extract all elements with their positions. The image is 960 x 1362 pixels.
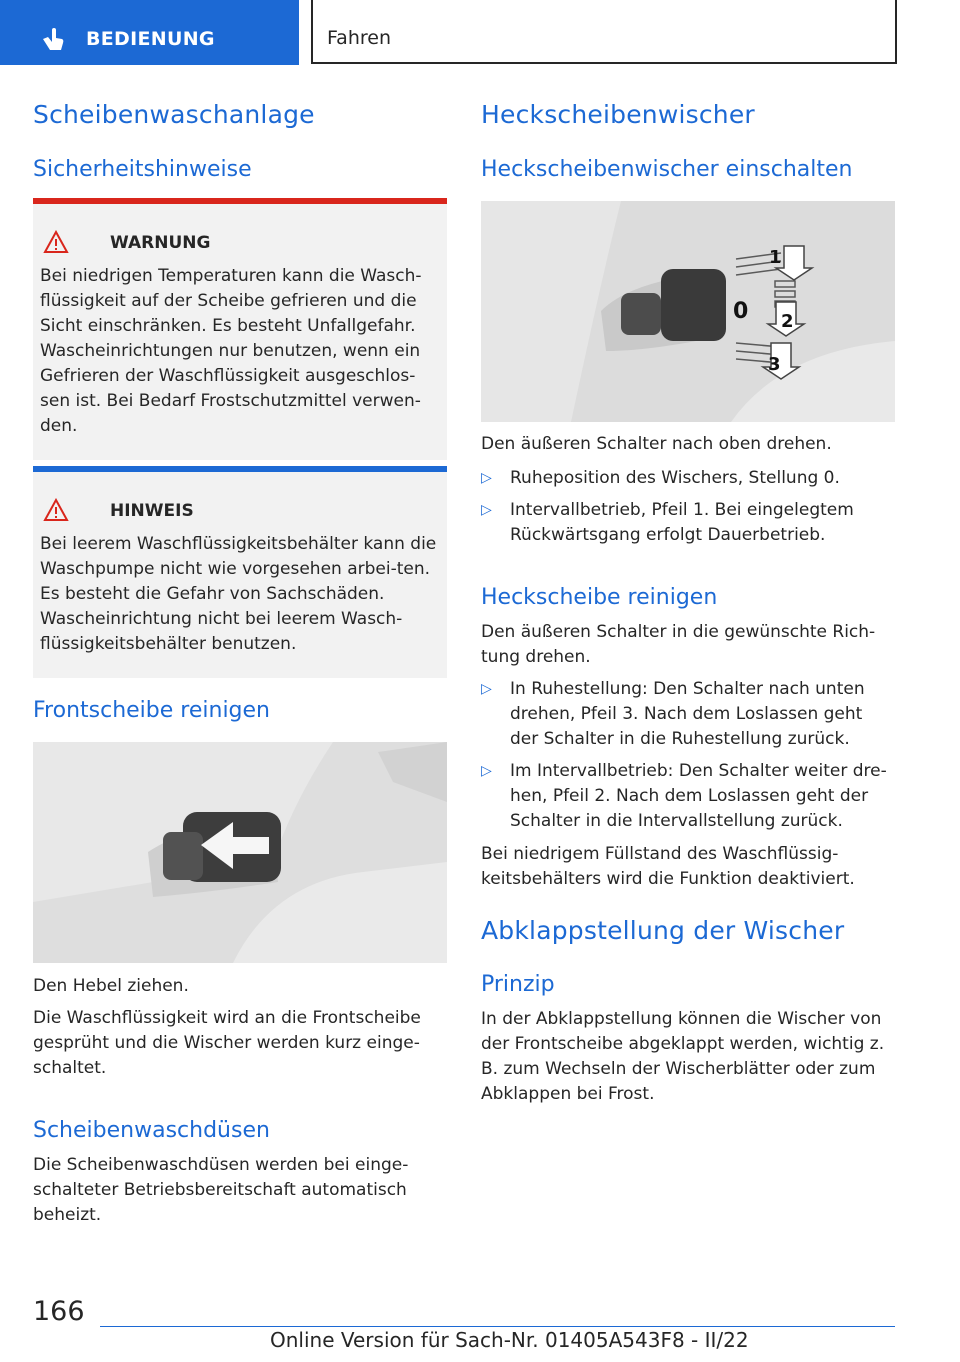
lever-illustration: [33, 742, 447, 963]
list-item: ▷ Ruheposition des Wischers, Stellung 0.: [481, 466, 895, 491]
figure-label-0: 0: [733, 299, 749, 324]
rear-on-list: [481, 466, 895, 555]
front-step: Den Hebel ziehen.: [33, 976, 189, 996]
hand-pointer-icon: [40, 26, 66, 52]
switch-illustration: [481, 201, 895, 422]
notice-box: [33, 466, 447, 678]
figure-label-2: 2: [781, 311, 794, 332]
figure-label-1: 1: [769, 247, 782, 268]
notice-triangle-icon: [43, 498, 69, 522]
fold-title: Abklappstellung der Wischer: [481, 916, 845, 945]
principle-heading: Prinzip: [481, 972, 555, 997]
principle-text: In der Abklappstellung können die Wischer von der Frontscheibe abgeklappt werden, wichtig z. B. zum Wechseln der Wischerblätter oder zum Abklappen bei Frost.: [481, 1009, 885, 1104]
page-title-left: Scheibenwaschanlage: [33, 100, 315, 129]
footer-online-version: Online Version für Sach-Nr. 01405A543F8 - II/22: [270, 1328, 749, 1352]
notice-title: HINWEIS: [110, 501, 194, 521]
warning-box: [33, 198, 447, 460]
footer-divider: [100, 1326, 895, 1327]
front-wash-lever-photo: [33, 742, 447, 963]
rear-on-heading: Heckscheibenwischer einschalten: [481, 157, 853, 182]
chapter-label: Fahren: [327, 27, 391, 49]
page-number: 166: [33, 1296, 85, 1327]
chapter-box: [311, 0, 897, 64]
rear-on-text: Den äußeren Schalter nach oben drehen.: [481, 434, 832, 454]
rear-clean-heading: Heckscheibe reinigen: [481, 585, 718, 610]
safety-heading: Sicherheitshinweise: [33, 157, 252, 182]
nozzle-text: Die Scheibenwaschdüsen werden bei einge-schalteter Betriebsbereitschaft automatisch beheizt.: [33, 1155, 409, 1225]
triangle-bullet-icon: ▷: [481, 763, 492, 779]
triangle-bullet-icon: ▷: [481, 502, 492, 518]
rear-clean-note: Bei niedrigem Füllstand des Waschflüssig-keitsbehälters wird die Funktion deaktiviert.: [481, 844, 855, 889]
list-item: ▷ Im Intervallbetrieb: Den Schalter weiter dre-hen, Pfeil 2. Nach dem Loslassen geht der Schalter in die Intervallstellung zurück.: [481, 761, 887, 831]
notice-text: Bei leerem Waschflüssigkeitsbehälter kann die Waschpumpe nicht wie vorgesehen arbei-ten. Es besteht die Gefahr von Sachschäden. Wascheinrichtung nicht bei leerem Wasch-flüssigkeitsbehälter benutzen.: [40, 534, 437, 654]
page-title-right: Heckscheibenwischer: [481, 100, 755, 129]
warning-triangle-icon: [43, 230, 69, 254]
section-tab[interactable]: [0, 0, 299, 65]
rear-clean-text: Den äußeren Schalter in die gewünschte Rich-tung drehen.: [481, 622, 876, 667]
front-heading: Frontscheibe reinigen: [33, 698, 270, 723]
warning-text: Bei niedrigen Temperaturen kann die Wasch-flüssigkeit auf der Scheibe gefrieren und die Sicht einschränken. Es besteht Unfallgefahr. Wascheinrichtungen nur benutzen, wenn ein Gefrieren der Waschflüssigkeit ausgeschlos-sen ist. Bei Bedarf Frostschutzmittel verwen-den.: [40, 266, 422, 436]
front-description: Die Waschflüssigkeit wird an die Frontscheibe gesprüht und die Wischer werden kurz einge-schaltet.: [33, 1008, 421, 1078]
rear-wiper-switch-photo: [481, 201, 895, 422]
list-item: ▷ Intervallbetrieb, Pfeil 1. Bei eingelegtem Rückwärtsgang erfolgt Dauerbetrieb.: [481, 500, 854, 545]
rear-clean-list: [481, 677, 895, 841]
triangle-bullet-icon: ▷: [481, 470, 492, 486]
figure-label-3: 3: [768, 354, 781, 375]
triangle-bullet-icon: ▷: [481, 681, 492, 697]
warning-title: WARNUNG: [110, 233, 211, 253]
section-label: BEDIENUNG: [86, 28, 215, 50]
list-item: ▷ In Ruhestellung: Den Schalter nach unten drehen, Pfeil 3. Nach dem Loslassen geht der Schalter in die Ruhestellung zurück.: [481, 679, 865, 749]
nozzle-heading: Scheibenwaschdüsen: [33, 1118, 270, 1143]
